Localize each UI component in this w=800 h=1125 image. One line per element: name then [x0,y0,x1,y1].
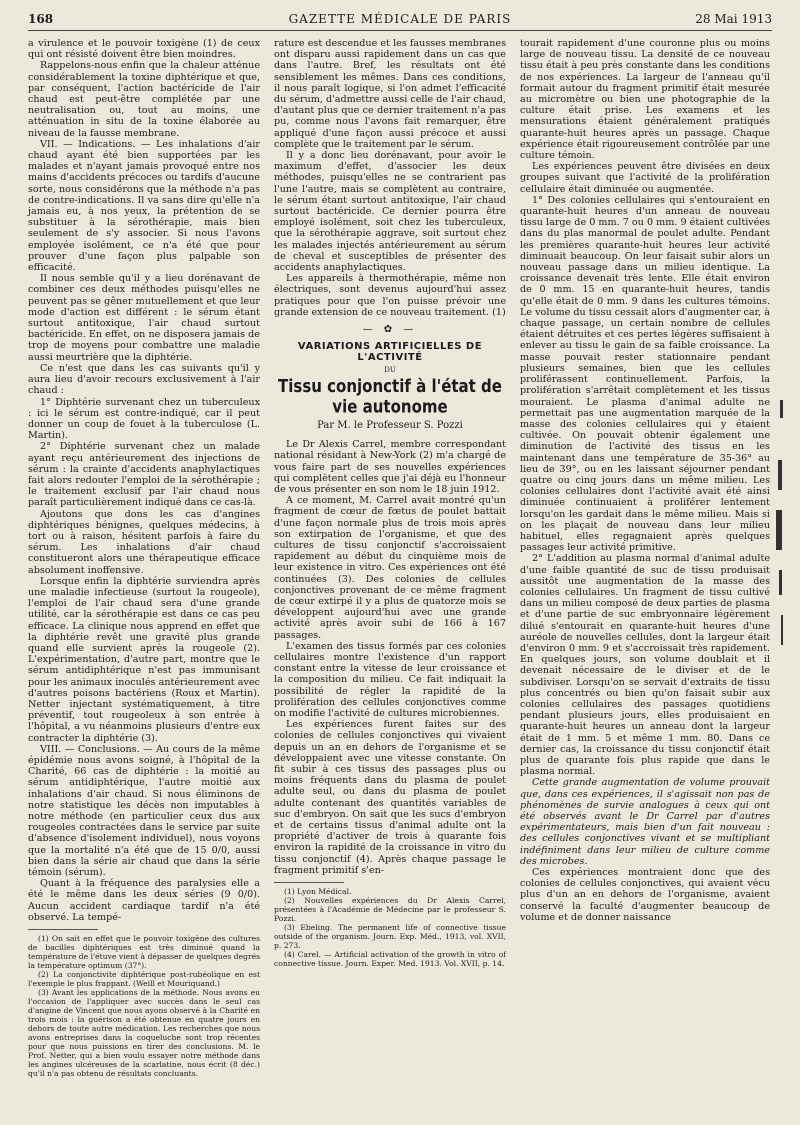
column-right [520,38,770,923]
column-middle [274,38,506,968]
paragraph-italic: Cette grande augmentation de volume prouvait que, dans ces expériences, il s'agissait non pas de phénomènes de survie analogues à ceux qui ont été observés avant le Dr Carrel par d'autres expérimentateurs, mais bien d'un fait nouveau : des cellules conjonctives vivant et se multipliant indéfiniment dans leur milieu de culture comme des microbes. [520,777,770,867]
margin-mark [780,400,783,418]
paragraph: Les expériences furent faites sur des colonies de cellules conjonctives qui vivaient depuis un an en dehors de l'organisme et se développaient avec une vitesse constante. On fit subir à ces tissus des passages plus ou moins fréquents dans du plasma de poulet adulte seul, ou dans du plasma de poulet adulte contenant des quantités variables de suc d'embryon. On sait que les sucs d'embryon et de certains tissus d'animal adulte ont la propriété d'activer de trois à quarante fois environ la rapidité de la croissance in vitro du tissu conjonctif (4). Après chaque passage le fragment primitif s'en- [274,719,506,876]
scan-margin-marks [772,400,796,650]
margin-mark [781,615,783,645]
issue-date: 28 Mai 1913 [695,12,772,26]
paragraph: Les expériences peuvent être divisées en deux groupes suivant que l'activité de la prolifération cellulaire était diminuée ou augmentée. [520,161,770,195]
paragraph: 1° Des colonies cellulaires qui s'entouraient en quarante-huit heures d'un anneau de nouveau tissu large de 0 mm. 7 ou 0 mm. 9 étaient cultivées dans du plas manormal de poulet adulte. Pendant les premières quarante-huit heures leur activité diminuait beaucoup. On leur faisait subir alors un nouveau passage dans un milieu identique. La croissance devenait très lente. Elle était environ de 0 mm. 15 en quarante-huit heures, tandis qu'elle était de 0 mm. 9 dans les cultures témoins. Le volume du tissu cessait alors d'augmenter car, à chaque passage, un certain nombre de cellules étaient détruites et ces pertes légères suffisaient à enlever au tissu le gain de sa faible croissance. La masse pouvait rester stationnaire pendant plusieurs semaines, bien que les cellules proliférassent continuellement. Parfois, la prolifération s'arrêtait complètement et les tissus mouraient. Le plasma d'animal adulte ne permettait pas une augmentation marquée de la masse des colonies cellulaires qui y étaient cultivée. On pouvait obtenir également une diminution de l'activité des tissus en les maintenant dans une température de 35-36° au lieu de 39°, ou en les laissant séjourner pendant quatre ou cinq jours dans un même milieu. Les colonies cellulaires dont l'activité avait été ainsi diminuée continuaient à proliférer lentement lorsqu'on les gardait dans le même milieu. Mais si on les plaçait de nouveau dans leur milieu habituel, elles regagnaient après quelques passages leur activité primitive. [520,194,770,554]
footnote: (2) Nouvelles expériences du Dr Alexis Carrel, présentées à l'Académie de Médecine par le professeur S. Pozzi. [274,896,506,924]
journal-title: GAZETTE MÉDICALE DE PARIS [288,12,512,26]
paragraph: A ce moment, M. Carrel avait montré qu'un fragment de cœur de fœtus de poulet battait d'une façon normale plus de trois mois après son extirpation de l'organisme, et que des cultures de tissu conjonctif s'accroissaient rapidement au début du cinquième mois de leur existence in vitro. Ces expériences ont été continuées (3). Des colonies de cellules conjonctives provenant de ce même fragment de cœur extirpé il y a plus de quatorze mois se développent aujourd'hui avec une grande activité après avoir subi de 166 à 167 passages. [274,495,506,641]
paragraph: Rappelons-nous enfin que la chaleur atténue considérablement la toxine diphtérique et que, par conséquent, l'action bactéricide de l'air chaud est peut-être complétée par une neutralisation ou, tout au moins, une atténuation in situ de la toxine élaborée au niveau de la fausse membrane. [28,60,260,139]
paragraph: 2° Diphtérie survenant chez un malade ayant reçu antérieurement des injections de sérum : la crainte d'accidents anaphylactiques fait alors redouter l'emploi de la sérothérapie ; le traitement exclusif par l'air chaud nous paraît particulièrement indiqué dans ce cas-là. [28,441,260,509]
paragraph: Il nous semble qu'il y a lieu dorénavant de combiner ces deux méthodes puisqu'elles ne peuvent pas se gêner mutuellement et que leur mode d'action est différent : le sérum étant surtout antitoxique, l'air chaud surtout bactéricide. En effet, on ne disposera jamais de trop de moyens pour combattre une maladie aussi meurtrière que la diphtérie. [28,273,260,363]
article-supertitle: VARIATIONS ARTIFICIELLES DE L'ACTIVITÉ [297,341,483,364]
page-number: 168 [28,12,54,26]
column-left [28,38,260,1078]
ornament-divider: — ✿ — [362,324,418,336]
footnote: (1) On sait en effet que le pouvoir toxigène des cultures de bacilles diphtériques est très diminué quand la température de l'étuve vient à dépasser de quelques degrés la température optimum (37°). [28,934,260,971]
footnotes-middle [274,887,506,968]
paragraph: Quant à la fréquence des paralysies elle a été le même dans les deux séries (9 0/0). Aucun accident cardiaque tardif n'a été observé. La tempé- [28,878,260,923]
paragraph: a virulence et le pouvoir toxigène (1) de ceux qui ont résisté doivent être bien moindres. [28,38,260,61]
footnote: (2) La conjonctivite diphtérique post-rubéolique en est l'exemple le plus frappant. (Weill et Mouriquand.) [28,970,260,989]
footnote: (4) Carel. — Artificial activation of the growth in vitro of connective tissue. Journ. Exper. Med. 1913. Vol. XVII, p. 14. [274,950,506,969]
article-title: Tissu conjonctif à l'état de vie autonome [278,375,502,418]
footnote-rule [274,882,344,883]
page-header [28,8,772,31]
paragraph: Ajoutons que dons les cas d'angines diphtériques bénignes, quelques médecins, à tort ou à raison, hésitent parfois à faire du sérum. Les inhalations d'air chaud constitueront alors une thérapeutique efficace absolument inoffensive. [28,508,260,576]
margin-mark [776,510,782,550]
footnote-rule [28,929,98,930]
footnote: (1) Lyon Médical. [284,887,352,897]
margin-mark [779,570,782,595]
paragraph-indications: VII. — Indications. — Les inhalations d'air chaud ayant été bien supportées par les malades et n'ayant jamais provoqué entre nos mains d'accidents précoces ou tardifs d'aucune sorte, nous considérons que la méthode n'a pas de contre-indications. Il va sans dire qu'elle n'a jamais eu, à nos yeux, la prétention de se substituer à la sérothérapie, mais bien seulement de s'y associer. Si nous l'avons employée isolément, ce n'a été que pour prouver d'une façon plus palpable son efficacité. [28,138,260,274]
paragraph: 1° Diphtérie survenant chez un tuberculeux : ici le sérum est contre-indiqué, car il peut donner un coup de fouet à la tuberculose (L. Martin). [28,396,260,442]
paragraph: Ce n'est que dans les cas suivants qu'il y aura lieu d'avoir recours exclusivement à l'air chaud : [28,362,260,397]
paragraph-conclusions: VIII. — Conclusions. — Au cours de la même épidémie nous avons soigné, à l'hôpital de la Charité, 66 cas de diphtérie : la moitié au sérum antidiphtérique, l'autre moitié aux inhalations d'air chaud. Si nous éliminons de notre statistique les décès non imputables à notre méthode (en particulier ceux dus aux rougeoles contractées dans le service par suite d'absence d'isolement individuel), nous voyons que la mortalité n'a été que de 15 0/0, aussi bien dans la série air chaud que dans la série témoin (sérum). [28,743,260,879]
footnotes-left [28,934,260,1078]
paragraph: Le Dr Alexis Carrel, membre correspondant national résidant à New-York (2) m'a chargé de vous faire part de ses nouvelles expériences qui complètent celles que j'ai déjà eu l'honneur de vous présenter en son nom le 18 juin 1912. [274,439,506,495]
paragraph: Il y a donc lieu dorénavant, pour avoir le maximum d'effet, d'associer les deux méthodes, puisqu'elles ne se contrarient pas l'une l'autre, mais se complètent au contraire, le sérum étant surtout antitoxique, l'air chaud surtout bactéricide. Ce dernier pourra être employé isolément, soit chez les tuberculeux, que la sérothérapie aggrave, soit surtout chez les malades injectés antérieurement au sérum de cheval et susceptibles de présenter des accidents anaphylactiques. [274,150,506,274]
paragraph: L'examen des tissus formés par ces colonies cellulaires montre l'existence d'un rapport constant entre la vitesse de leur croissance et la composition du milieu. Ce fait indiquait la possibilité de régler la rapidité de la prolifération des cellules conjonctives comme on modifie l'activité de cultures microbiennes. [274,640,506,719]
footnote: (3) Avant les applications de la méthode. Nous avons eu l'occasion de l'appliquer avec succès dans le seul cas d'angine de Vincent que nous ayons observé à la Charité en trois mois : la guérison a été obtenue en quatre jours en dehors de toute autre médication. Les recherches que nous avons entreprises dans la coqueluche sont trop récentes pour que nous puissions en tirer des conclusions. M. le Prof. Netter, qui a bien voulu essayer notre méthode dans les angines ulcéreuses de la scarlatine, nous écrit (8 déc.) qu'il n'a pas obtenu de résultats concluants. [28,988,260,1079]
article-du: DU [384,365,396,374]
footnote: (3) Ebeling. The permanent life of connective tissue outside of the organism. Journ. Exp. Méd., 1913, vol. XVII, p. 273. [274,923,506,951]
paragraph: tourait rapidement d'une couronne plus ou moins large de nouveau tissu. La densité de ce nouveau tissu était à peu près constante dans les conditions de nos expériences. La largeur de l'anneau qu'il formait autour du fragment primitif était mesurée au micromètre ou bien une photographie de la culture était prise. Les examens et les mensurations étaient généralement pratiqués quarante-huit heures après un passage. Chaque expérience était rigoureusement contrôlée par une culture témoin. [520,38,770,162]
paragraph: Ces expériences montraient donc que des colonies de cellules conjonctives, qui avaient vécu plus d'un an en dehors de l'organisme, avaient conservé la faculté d'augmenter beaucoup de volume et de donner naissance [520,867,770,923]
article-author: Par M. le Professeur S. Pozzi [317,419,463,431]
paragraph: rature est descendue et les fausses membranes ont disparu aussi rapidement dans un cas que dans l'autre. Bref, les résultats ont été sensiblement les mêmes. Dans ces conditions, il nous paraît logique, si l'on admet l'efficacité du sérum, d'admettre aussi celle de l'air chaud, d'autant plus que ce dernier traitement n'a pas pu, comme nous l'avons fait remarquer, être appliqué d'une façon aussi précoce et aussi complète que le traitement par le sérum. [274,38,506,150]
paragraph: 2° L'addition au plasma normal d'animal adulte d'une faible quantité de suc de tissu produisait aussitôt une augmentation de la masse des colonies cellulaires. Un fragment de tissu cultivé dans un milieu composé de deux parties de plasma et d'une partie de suc embryonnaire légèrement dilué s'entourait en quarante-huit heures d'une auréole de nouvelles cellules, dont la largeur était d'environ 0 mm. 9 et s'accroissait très rapidement. En quelques jours, son volume doublait et il devenait nécessaire de le diviser et de le subdiviser. Lorsqu'on se servait d'extraits de tissu plus concentrés ou bien qu'on faisait subir aux colonies cellulaires des passages quotidiens pendant plusieurs jours, elles produisaient en quarante-huit heures un anneau dont la largeur était de 1 mm. 5 et même 1 mm. 80. Dans ce dernier cas, la croissance du tissu conjonctif était plus de quarante fois plus rapide que dans le plasma normal. [520,553,770,778]
margin-mark [778,460,782,490]
paragraph: Lorsque enfin la diphtérie surviendra après une maladie infectieuse (surtout la rougeole), l'emploi de l'air chaud sera d'une grande utilité, car la sérothérapie est dans ce cas peu efficace. La clinique nous apprend en effet que la diphtérie revêt une gravité plus grande quand elle survient après la rougeole (2). L'expérimentation, d'autre part, montre que le sérum antidiphtérique n'est pas immunisant pour les animaux inoculés antérieurement avec d'autres poisons bactériens (Roux et Martin). Netter injectant systématiquement, à titre préventif, tout rougeoleux à son entrée à l'hôpital, a vu néanmoins plusieurs d'entre eux contracter la diphtérie (3). [28,575,260,744]
paragraph: Les appareils à thermothérapie, même non électriques, sont devenus aujourd'hui assez pratiques pour que l'on puisse prévoir une grande extension de ce nouveau traitement. (1) [274,273,506,318]
